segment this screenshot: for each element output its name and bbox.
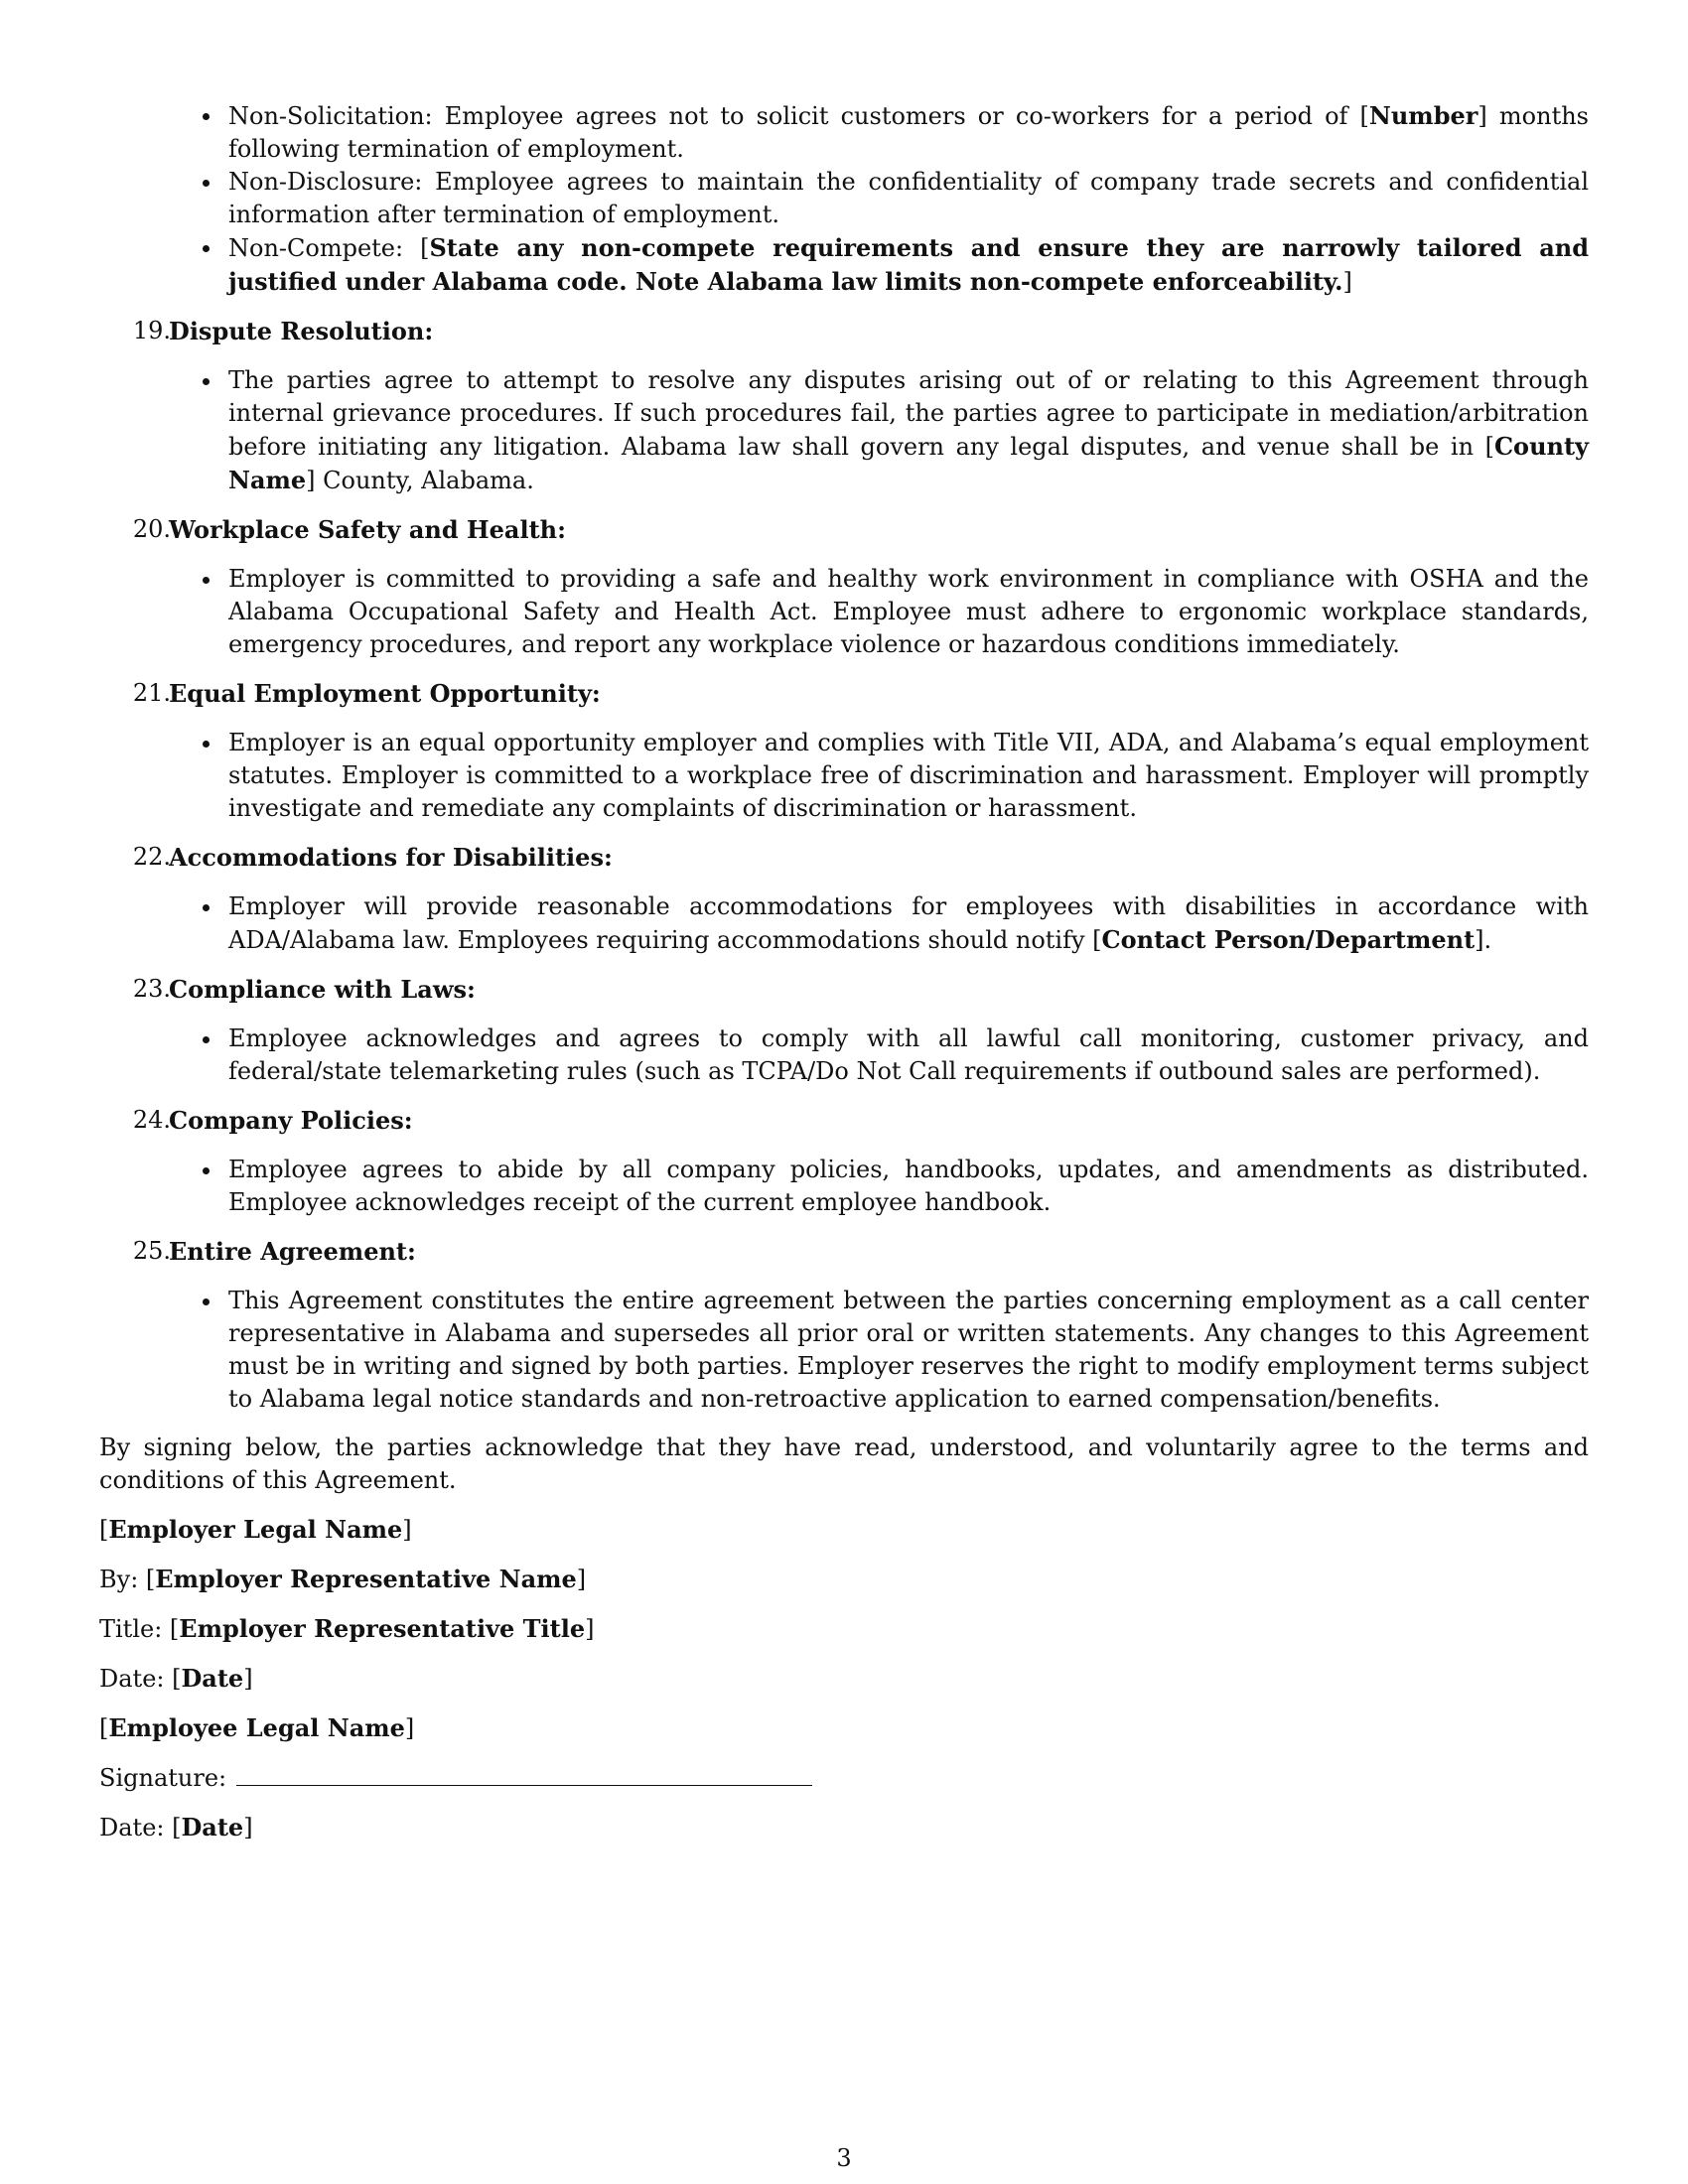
employer-title-line: Title: [Employer Representative Title]	[99, 1614, 595, 1643]
signature-line: Signature:	[99, 1761, 1589, 1795]
section-22	[99, 841, 1589, 957]
section-number: 25.	[132, 1237, 171, 1265]
employee-date-line: Date: [Date]	[99, 1813, 253, 1842]
list-item: This Agreement constitutes the entire agreement between the parties concerning employment as a call center representative in Alabama and supersedes all prior oral or written statements. Any changes to this Agreement must be in writing and signed by both parties. Employer reserves the right to modify employment terms subject to Alabama legal notice standards and non-retroactive application to earned compensation/benefits.	[228, 1285, 1589, 1416]
signature-field[interactable]	[236, 1761, 812, 1786]
list-item: Employer is an equal opportunity employer and complies with Title VII, ADA, and Alabama’s equal employment statutes. Employer is committed to a workplace free of discrimination and harassment. Employer will promptly investigate and remediate any complaints of discrimination or harassment.	[228, 727, 1589, 825]
placeholder-county: County Name	[228, 432, 1589, 494]
section-number: 24.	[132, 1106, 171, 1134]
closing-paragraph: By signing below, the parties acknowledge that they have read, understood, and voluntarily agree to the terms and conditions of this Agreement.	[99, 1433, 1589, 1494]
list-item-non-compete: Non-Compete: [State any non-compete requirements and ensure they are narrowly tailored and justified under Alabama code. Note Alabama law limits non-compete enforceability.]	[228, 231, 1589, 299]
list-item: The parties agree to attempt to resolve any disputes arising out of or relating to this Agreement through internal grievance procedures. If such procedures fail, the parties agree to participate in mediation/arbitration before initiating any litigation. Alabama law shall govern any legal disputes, and venue shall be in [County Name] County, Alabama.	[228, 364, 1589, 497]
document-page	[99, 99, 1589, 1844]
list-item-non-disclosure: Non-Disclosure: Employee agrees to maintain the confidentiality of company trade secrets and confidential information after termination of employment.	[228, 166, 1589, 231]
section-21	[99, 677, 1589, 825]
placeholder-contact: Contact Person/Department	[1101, 925, 1476, 954]
section-title: Equal Employment Opportunity:	[169, 679, 601, 708]
section-number: 19.	[132, 317, 171, 344]
section-19	[99, 315, 1589, 497]
section-23	[99, 973, 1589, 1088]
section-title: Dispute Resolution:	[169, 317, 434, 345]
placeholder-non-compete: State any non-compete requirements and ensure they are narrowly tailored and justified under Alabama code. Note Alabama law limits non-compete enforceability.	[228, 233, 1589, 296]
employee-legal-name: [Employee Legal Name]	[99, 1713, 415, 1742]
list-item: Employer will provide reasonable accommodations for employees with disabilities in accordance with ADA/Alabama law. Employees requiring accommodations should notify [Contact Person/Department].	[228, 890, 1589, 957]
placeholder-number: Number	[1368, 101, 1478, 130]
restrictive-covenants-list	[99, 99, 1589, 299]
section-20	[99, 513, 1589, 661]
section-number: 20.	[132, 515, 171, 543]
section-title: Entire Agreement:	[169, 1237, 416, 1266]
section-title: Compliance with Laws:	[169, 975, 476, 1004]
section-number: 22.	[132, 843, 171, 871]
section-24	[99, 1104, 1589, 1219]
list-item: Employee agrees to abide by all company policies, handbooks, updates, and amendments as distributed. Employee acknowledges receipt of the current employee handbook.	[228, 1154, 1589, 1219]
page-number: 3	[836, 2144, 852, 2172]
employer-legal-name: [Employer Legal Name]	[99, 1515, 412, 1544]
section-25	[99, 1235, 1589, 1416]
section-number: 23.	[132, 975, 171, 1003]
section-number: 21.	[132, 679, 171, 707]
section-title: Workplace Safety and Health:	[169, 515, 566, 544]
section-title: Accommodations for Disabilities:	[169, 843, 613, 872]
list-item: Employee acknowledges and agrees to comply with all lawful call monitoring, customer privacy, and federal/state telemarketing rules (such as TCPA/Do Not Call requirements if outbound sales are performed).	[228, 1023, 1589, 1088]
list-item-non-solicitation: Non-Solicitation: Employee agrees not to solicit customers or co-workers for a period of [Number] months following termination of employment.	[228, 99, 1589, 166]
section-title: Company Policies:	[169, 1106, 413, 1135]
employer-rep-line: By: [Employer Representative Name]	[99, 1565, 587, 1593]
list-item: Employer is committed to providing a safe and healthy work environment in compliance with OSHA and the Alabama Occupational Safety and Health Act. Employee must adhere to ergonomic workplace standards, emergency procedures, and report any workplace violence or hazardous conditions immediately.	[228, 563, 1589, 661]
employer-date-line: Date: [Date]	[99, 1664, 253, 1693]
